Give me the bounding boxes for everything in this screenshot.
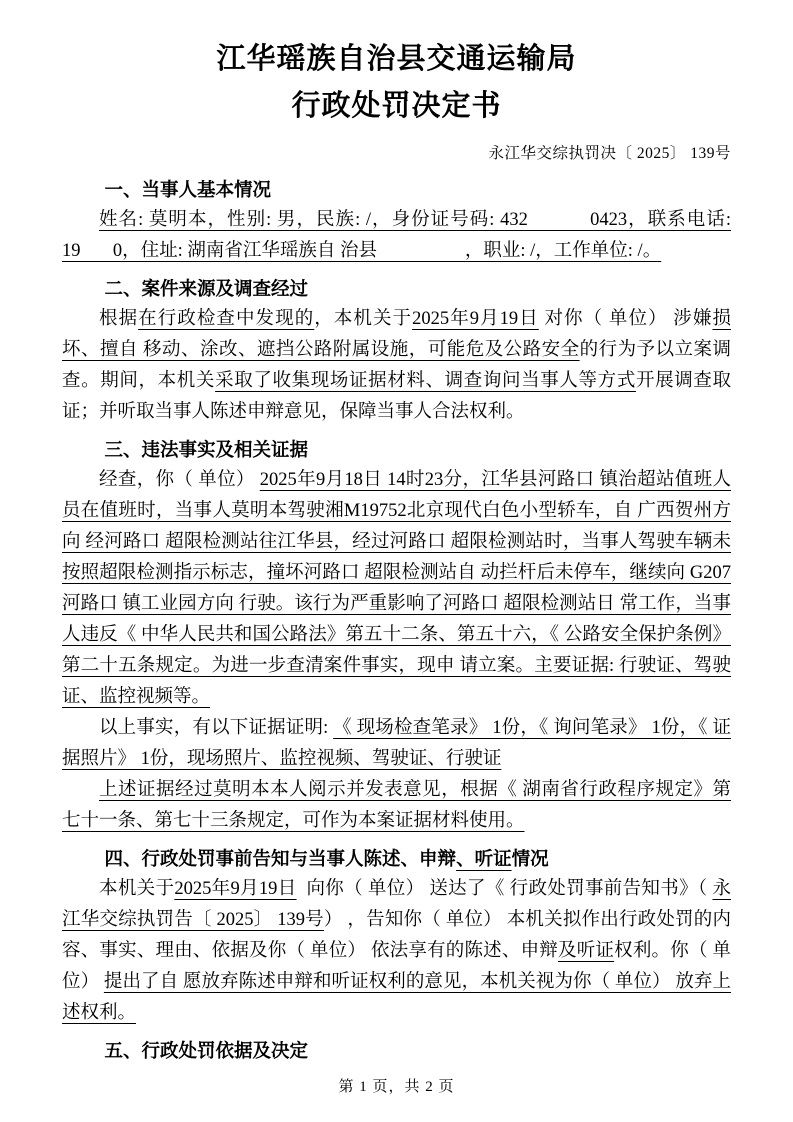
text-segment: 对你（ 单位） 涉嫌 — [538, 309, 713, 329]
text-segment: 2025年9月19日 — [174, 879, 297, 899]
text-segment: 根据 — [99, 309, 139, 329]
case-source-paragraph — [62, 304, 731, 428]
document-title-line1: 江华瑶族自治县交通运输局 — [216, 43, 577, 75]
text-segment: 采取了收集现场证据材料、调查询问当事人等方式 — [215, 371, 636, 391]
section-5-heading: 五、行政处罚依据及决定 — [104, 1040, 309, 1061]
text-segment: 权利。你（ 单位） — [62, 941, 731, 992]
text-segment: 、听证 — [456, 848, 512, 869]
text-segment: 以上事实，有以下证据证明: — [99, 718, 334, 738]
text-segment: 及听证 — [558, 941, 615, 961]
section-2-heading: 二、案件来源及调查经过 — [104, 278, 309, 299]
violation-facts-paragraph — [62, 465, 731, 713]
party-info-paragraph — [62, 205, 731, 267]
text-segment: ，本机关于 — [314, 309, 413, 329]
text-segment: ） ，告知你（ 单位） 本机关拟作出行政处罚的内容、事实、理由、依据及你（ 单位） 依法享有的陈述、申辩 — [62, 910, 731, 961]
text-segment: 经查，你（ 单位） — [99, 470, 260, 490]
prior-notification-paragraph — [62, 874, 731, 1029]
text-segment: 在行政检查中发现的 — [138, 309, 315, 329]
text-segment: 损坏、擅自 移动、涂改、遮挡公路附属设施，可能危及公路安全 — [62, 309, 731, 360]
section-1-heading: 一、当事人基本情况 — [104, 179, 272, 200]
section-3-heading: 三、违法事实及相关证据 — [104, 439, 309, 460]
evidence-review-paragraph — [62, 775, 731, 837]
text-segment: 的行为予以立案调查。期间，本机关 — [62, 340, 731, 391]
document-title-line2: 行政处罚决定书 — [291, 90, 502, 122]
text-segment: 提出了自 愿放弃陈述申辩和听证权利的意见，本机关视为你（ 单位） 放弃上述权利。 — [62, 972, 731, 1023]
text-segment: 2025年9月19日 — [412, 309, 539, 329]
text-segment: 四、行政处罚事前告知与当事人陈述、申辩 — [104, 848, 457, 869]
document-number: 永江华交综执罚决〔 2025〕 139号 — [488, 145, 731, 162]
page-footer: 第 1 页，共 2 页 — [338, 1079, 455, 1095]
document-body — [62, 174, 731, 1066]
text-segment: 《 现场检查笔录》 1份，《 询问笔录》 1份，《 证据照片》 1份，现场照片、监控视频、驾驶证、行驶证 — [62, 718, 731, 769]
text-segment: 2025年9月18日 14时23分，江华县河路口 镇治超站值班人员在值班时，当事人莫明本驾驶湘M19752北京现代白色小型轿车，自 广西贺州方向 经河路口 超限检测站往江华县，经过河路口 超限检测站时，当事人驾驶车辆未按照超限检测指示标志，撞坏河路口 超限检测站自 动拦杆后未停车，继续向 G207 河路口 镇工业园方向 行驶。该行为严重影响了河路口 超限检测站日 常工作，当事人违反《 中华人民共和国公路法》第五十二条、第五十六，《 公路安全保护条例》第二十五条规定。为进一步查清案件事实，现申 请立案。主要证据: 行驶证、驾驶证、监控视频等。 — [62, 470, 731, 707]
evidence-list-paragraph — [62, 713, 731, 775]
text-segment: 情况 — [511, 848, 549, 869]
text-segment: 永江华交综执罚告〔 2025〕 139号 — [62, 879, 731, 930]
text-segment: 向你（ 单位） 送达了《 行政处罚事前告知书》（ — [296, 879, 713, 899]
section-4-heading — [62, 843, 731, 874]
text-segment: 上述证据经过莫明本本人阅示并发表意见，根据《 湖南省行政程序规定》第七十一条、第七十三条规定，可作为本案证据材料使用。 — [62, 780, 731, 831]
text-segment: 姓名: 莫明本，性别: 男，民族: /，身份证号码: 432 0423，联系电话: 19 0，住址: 湖南省江华瑶族自 治县 ，职业: /，工作单位: /。 — [62, 210, 731, 261]
text-segment: 本机关于 — [99, 879, 175, 899]
text-segment: 开展调查取证；并听取当事人陈述申辩意见，保障当事人合法权利。 — [62, 371, 731, 422]
